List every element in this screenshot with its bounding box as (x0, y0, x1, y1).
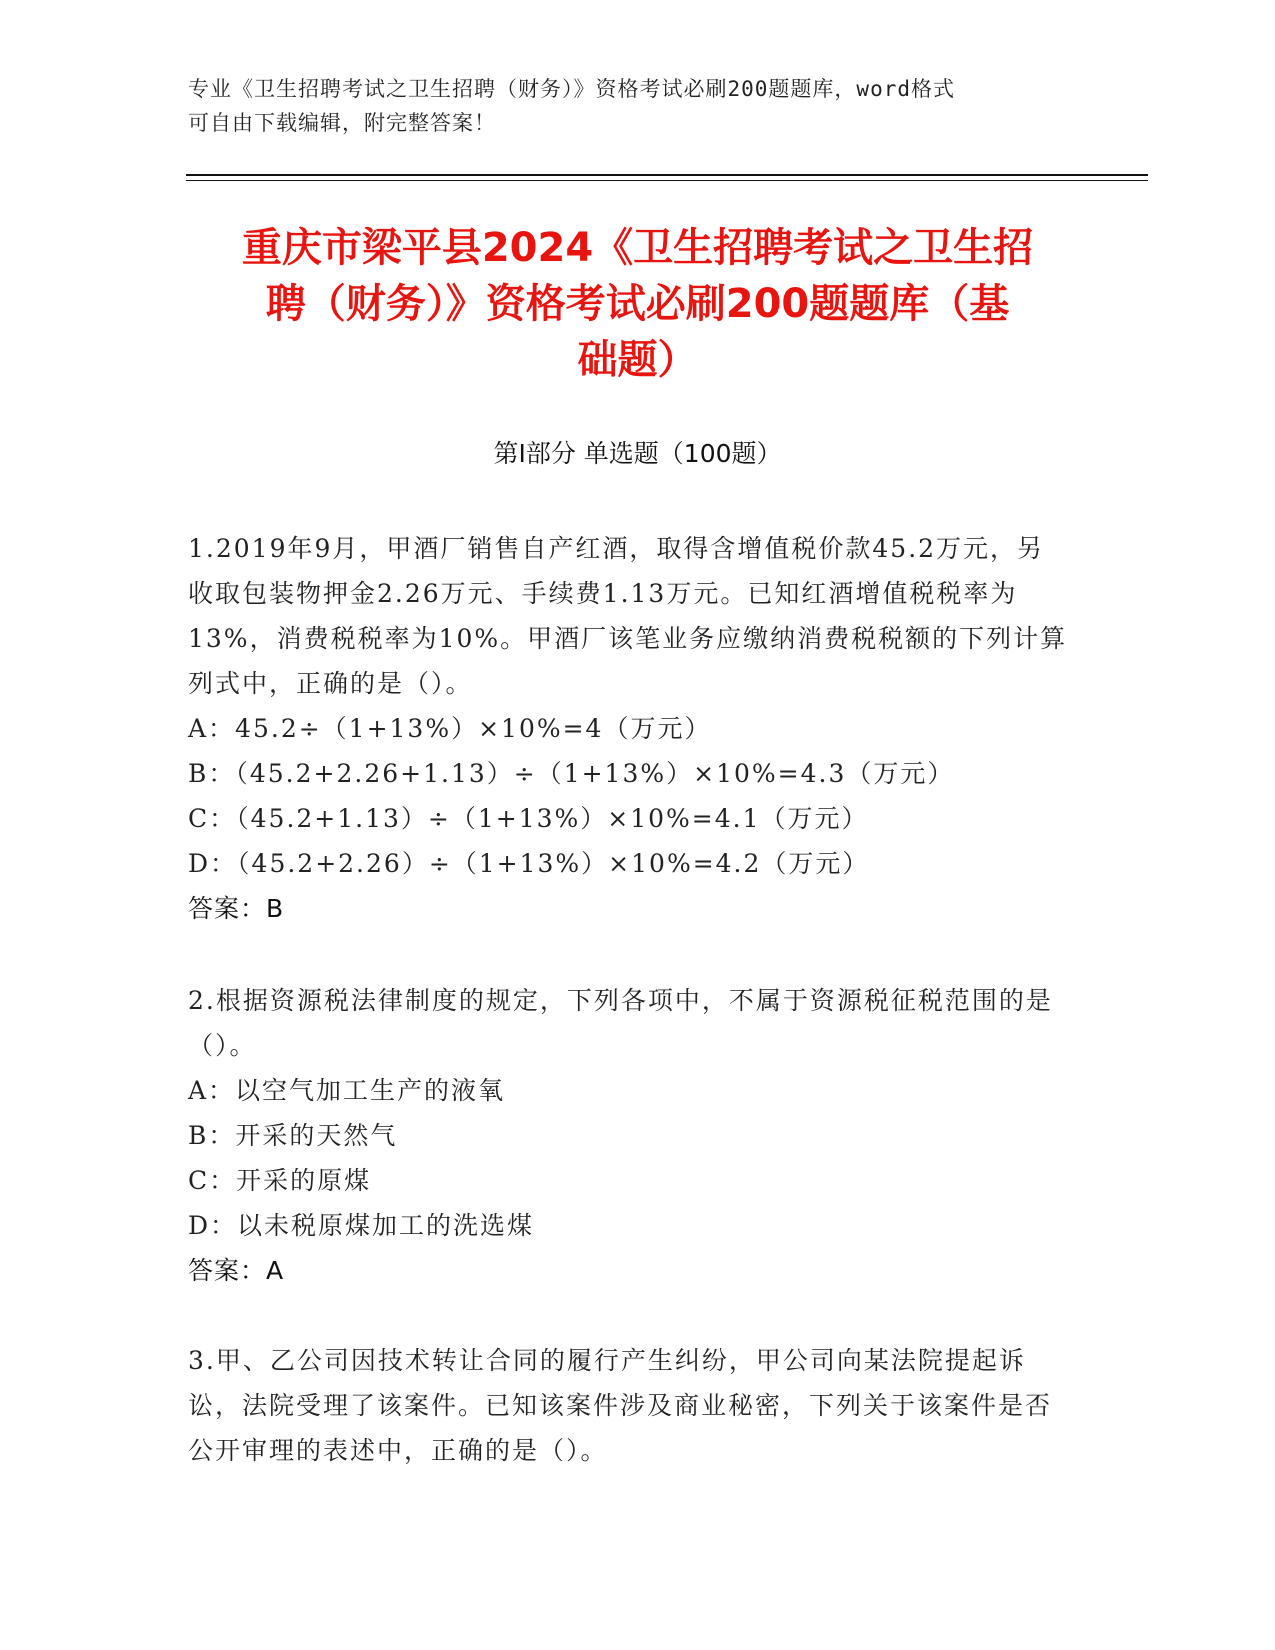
option-c: C：（45.2+1.13）÷（1+13%）×10%=4.1（万元） (188, 804, 869, 833)
header-note-line-2: 可自由下载编辑，附完整答案！ (188, 111, 496, 135)
document-title-line-1: 重庆市梁平县2024《卫生招聘考试之卫生招 (241, 225, 1034, 271)
header-divider-thin (186, 180, 1148, 181)
question-stem: 1.2019年9月，甲酒厂销售自产红酒，取得含增值税价款45.2万元，另收取包装物押金2.26万元、手续费1.13万元。已知红酒增值税税率为13%，消费税税率为10%。甲酒厂该笔业务应缴纳消费税税额的下列计算列式中，正确的是（）。 (188, 534, 1068, 698)
question-stem: 3.甲、乙公司因技术转让合同的履行产生纠纷，甲公司向某法院提起诉讼，法院受理了该案件。已知该案件涉及商业秘密，下列关于该案件是否公开审理的表述中，正确的是（）。 (188, 1346, 1053, 1465)
header-note-line-1: 专业《卫生招聘考试之卫生招聘（财务）》资格考试必刷200题题库，word格式 (188, 77, 955, 101)
option-a: A：45.2÷（1+13%）×10%=4（万元） (188, 714, 712, 743)
question-1 (188, 526, 1068, 931)
section-title: 第Ⅰ部分 单选题（100题） (493, 439, 782, 468)
document-title-line-3: 础题） (577, 337, 698, 383)
option-b: B：开采的天然气 (188, 1121, 398, 1150)
question-stem: 2.根据资源税法律制度的规定，下列各项中，不属于资源税征税范围的是（）。 (188, 986, 1053, 1060)
answer: 答案：B (188, 894, 285, 923)
document-title-line-2: 聘（财务）》资格考试必刷200题题库（基 (265, 281, 1010, 327)
question-2 (188, 978, 1068, 1293)
option-b: B：（45.2+2.26+1.13）÷（1+13%）×10%=4.3（万元） (188, 759, 955, 788)
option-d: D：（45.2+2.26）÷（1+13%）×10%=4.2（万元） (188, 849, 870, 878)
option-c: C：开采的原煤 (188, 1166, 372, 1195)
document-title (180, 220, 1095, 388)
option-d: D：以未税原煤加工的洗选煤 (188, 1211, 535, 1240)
option-a: A：以空气加工生产的液氧 (188, 1076, 506, 1105)
header-divider-thick (186, 174, 1148, 176)
question-3 (188, 1338, 1068, 1473)
header-note (188, 72, 1088, 140)
answer: 答案：A (188, 1256, 285, 1285)
